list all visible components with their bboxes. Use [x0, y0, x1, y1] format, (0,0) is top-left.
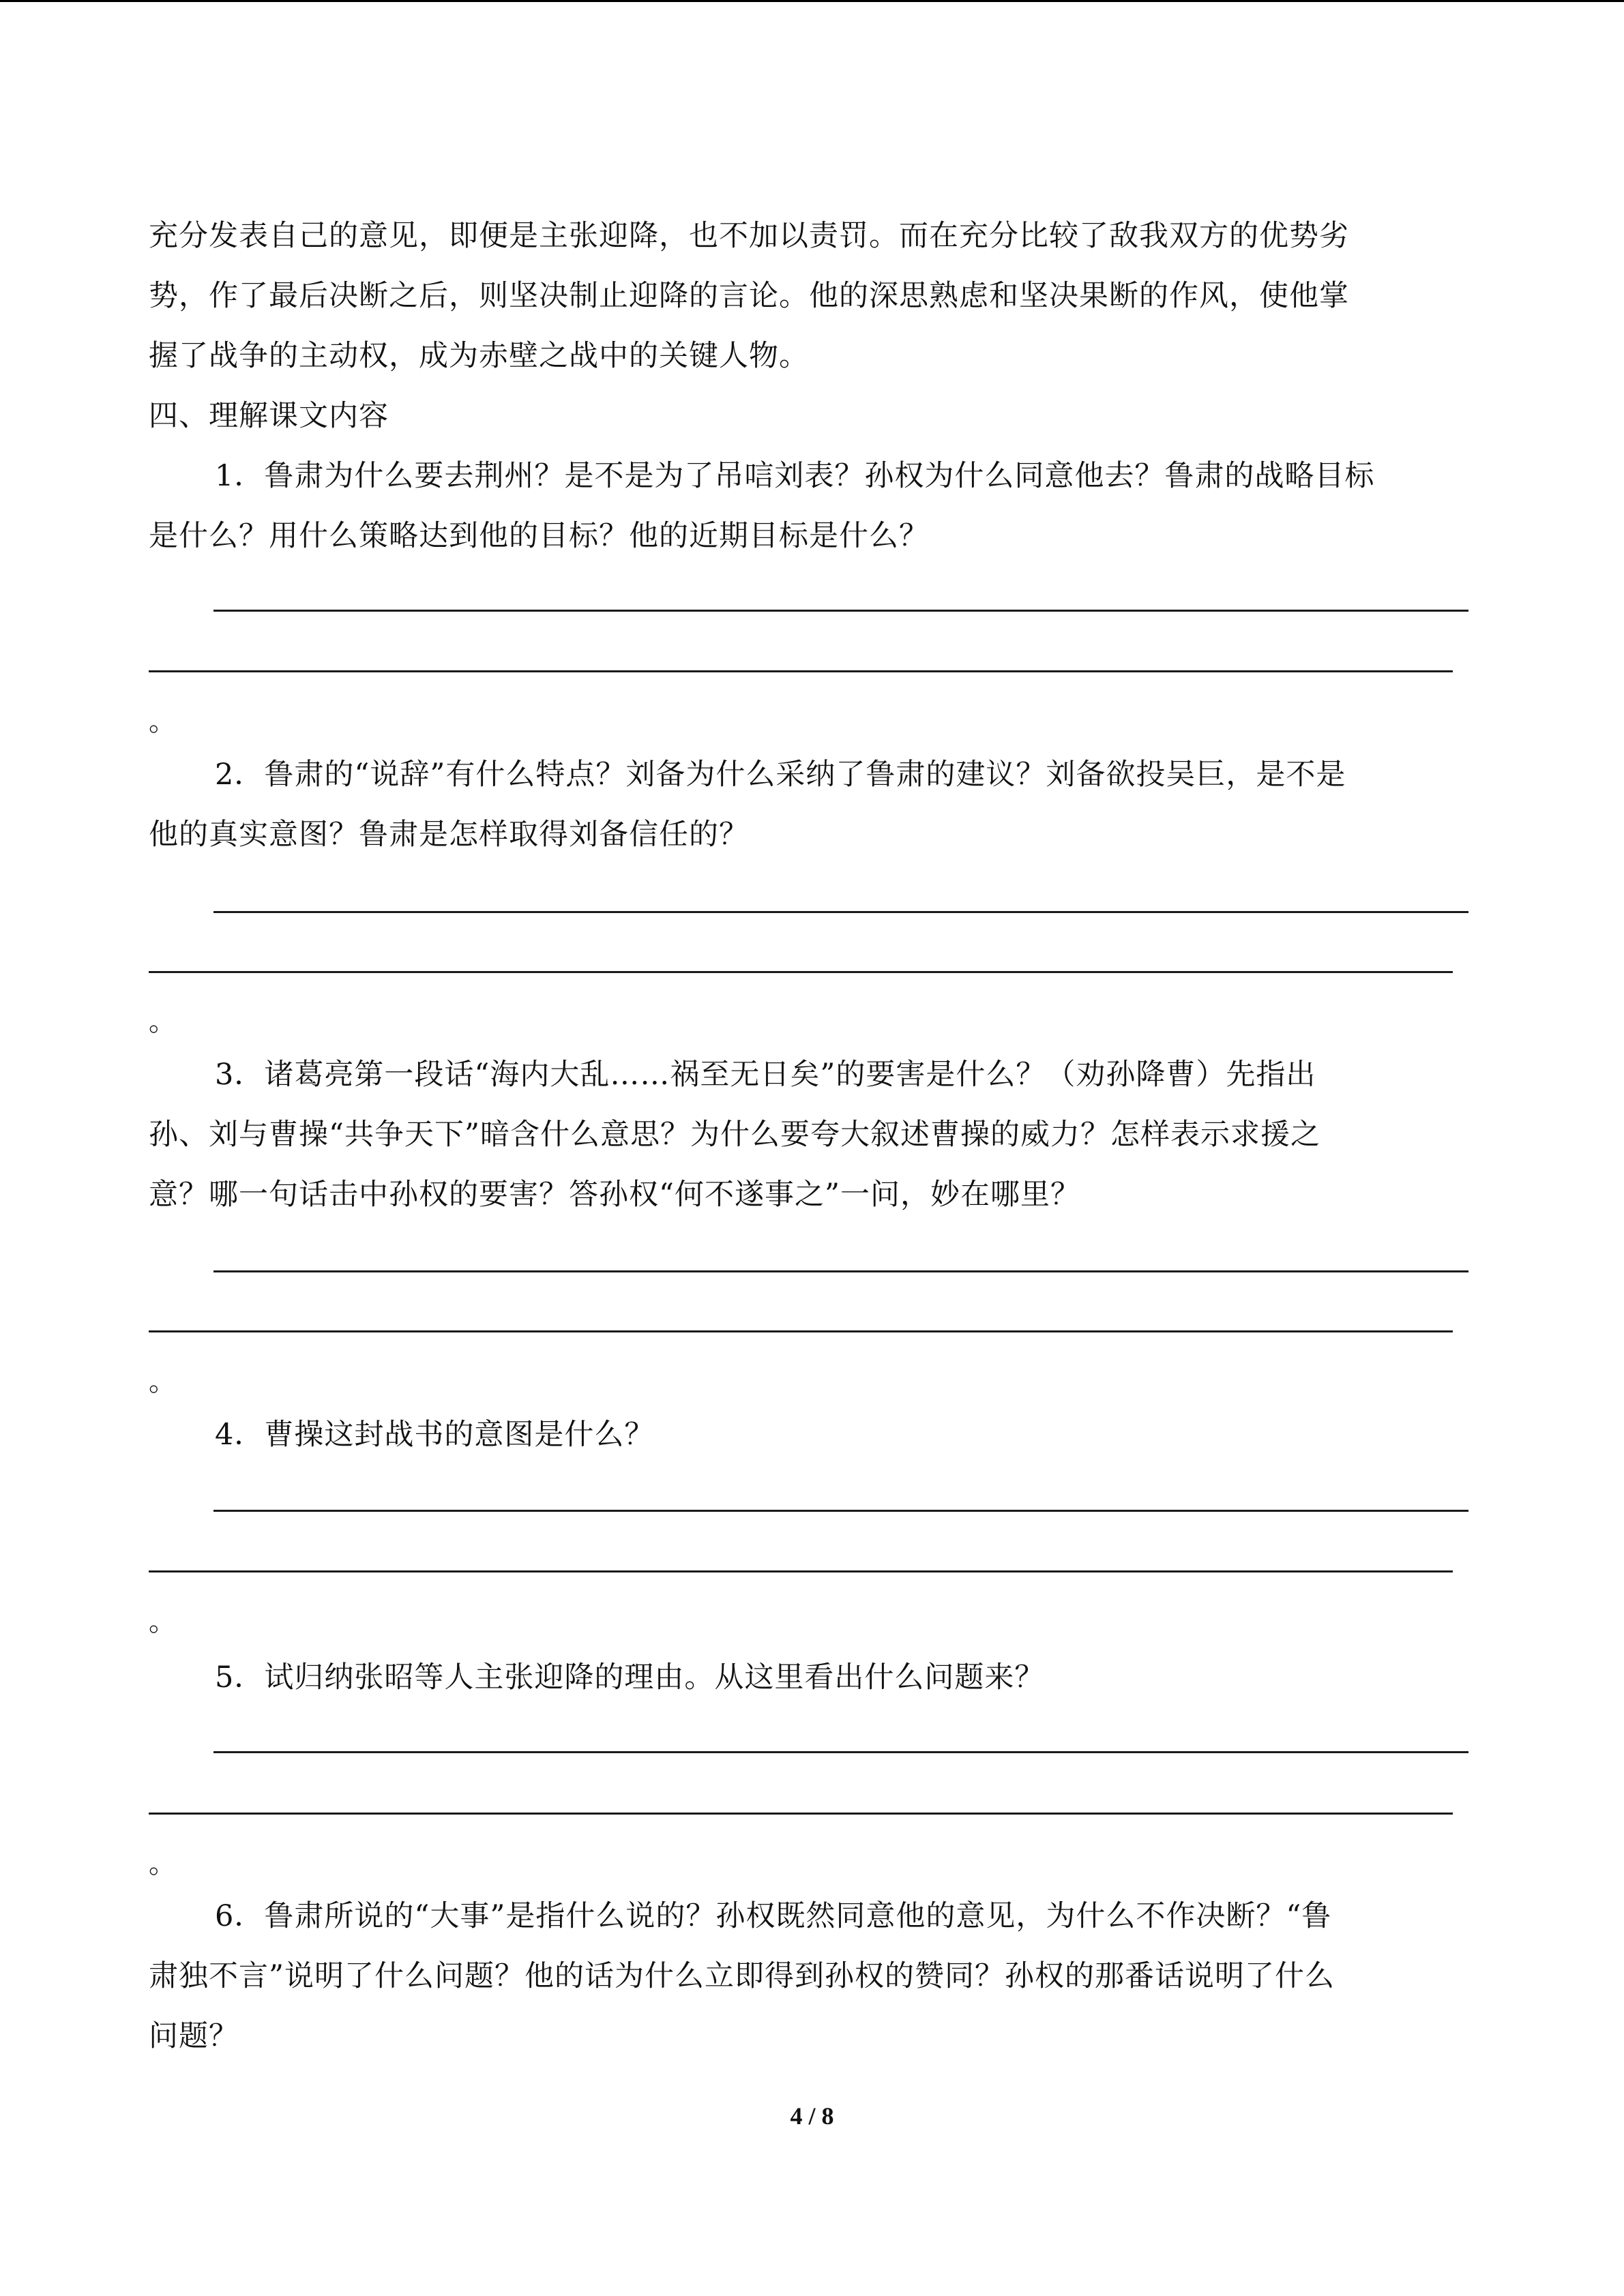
intro-line-1: 充分发表自己的意见，即便是主张迎降，也不加以责罚。而在充分比较了敌我双方的优势劣 [149, 219, 1349, 253]
page-top-border [0, 0, 1624, 2]
question-3-line-3: 意？哪一句话击中孙权的要害？答孙权“何不遂事之”一问，妙在哪里？ [149, 1178, 1080, 1212]
question-6-line-3: 问题？ [149, 2019, 239, 2053]
answer-blank-line[interactable] [213, 1510, 1468, 1512]
answer-blank-line[interactable] [213, 1270, 1468, 1272]
answer-blank-line[interactable] [149, 971, 1453, 973]
page-number: 4 / 8 [790, 2102, 834, 2130]
question-2-line-2: 他的真实意图？鲁肃是怎样取得刘备信任的？ [149, 818, 749, 852]
question-6-line-2: 肃独不言”说明了什么问题？他的话为什么立即得到孙权的赞同？孙权的那番话说明了什么 [149, 1959, 1335, 1993]
end-mark: 。 [149, 1366, 176, 1397]
question-6-line-1: 6．鲁肃所说的“大事”是指什么说的？孙权既然同意他的意见，为什么不作决断？“鲁 [215, 1899, 1332, 1933]
question-3-line-2: 孙、刘与曹操“共争天下”暗含什么意思？为什么要夸大叙述曹操的威力？怎样表示求援之 [149, 1118, 1320, 1152]
answer-blank-line[interactable] [213, 1751, 1468, 1753]
question-3-line-1: 3．诸葛亮第一段话“海内大乱……祸至无日矣”的要害是什么？（劝孙降曹）先指出 [215, 1058, 1316, 1092]
question-5-line-1: 5．试归纳张昭等人主张迎降的理由。从这里看出什么问题来？ [215, 1660, 1045, 1695]
answer-blank-line[interactable] [213, 911, 1468, 913]
intro-line-2: 势，作了最后决断之后，则坚决制止迎降的言论。他的深思熟虑和坚决果断的作风，使他掌 [149, 279, 1349, 313]
question-4-line-1: 4．曹操这封战书的意图是什么？ [215, 1418, 655, 1452]
end-mark: 。 [149, 706, 176, 737]
answer-blank-line[interactable] [213, 610, 1468, 612]
answer-blank-line[interactable] [149, 1570, 1453, 1572]
section-heading: 四、理解课文内容 [149, 399, 389, 433]
end-mark: 。 [149, 1006, 176, 1037]
end-mark: 。 [149, 1606, 176, 1637]
question-2-line-1: 2．鲁肃的“说辞”有什么特点？刘备为什么采纳了鲁肃的建议？刘备欲投吴巨，是不是 [215, 758, 1346, 792]
answer-blank-line[interactable] [149, 670, 1453, 672]
end-mark: 。 [149, 1848, 176, 1879]
intro-line-3: 握了战争的主动权，成为赤壁之战中的关键人物。 [149, 339, 809, 373]
question-1-line-1: 1．鲁肃为什么要去荆州？是不是为了吊唁刘表？孙权为什么同意他去？鲁肃的战略目标 [215, 459, 1375, 493]
answer-blank-line[interactable] [149, 1813, 1453, 1815]
question-1-line-2: 是什么？用什么策略达到他的目标？他的近期目标是什么？ [149, 519, 929, 553]
answer-blank-line[interactable] [149, 1330, 1453, 1332]
